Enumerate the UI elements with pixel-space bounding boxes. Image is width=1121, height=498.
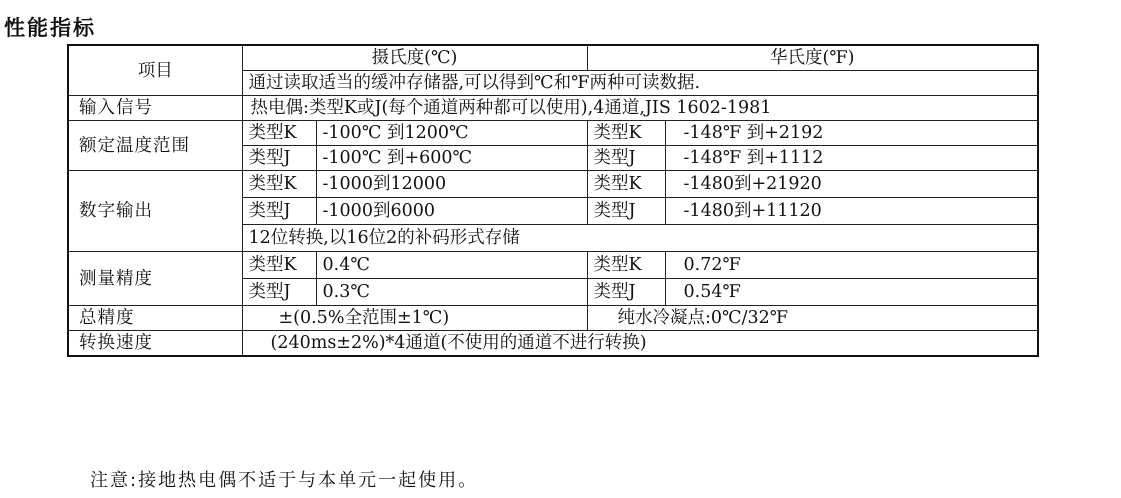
accuracy-f-type-k: 类型K	[587, 252, 665, 279]
rated-range-f-type-k: 类型K	[587, 121, 665, 146]
readable-note-cell: 通过读取适当的缓冲存储器,可以得到℃和℉两种可读数据.	[242, 71, 1038, 96]
table-row-total-accuracy	[68, 306, 1038, 331]
page-title: 性能指标	[4, 16, 96, 40]
digital-output-c-value-j: -1000到6000	[316, 198, 587, 225]
spec-table	[67, 44, 1039, 357]
digital-output-c-type-j: 类型J	[242, 198, 316, 225]
table-row-conversion-speed	[68, 331, 1038, 357]
total-accuracy-f-value: 纯水冷凝点:0℃/32℉	[587, 306, 1038, 331]
rated-range-label: 额定温度范围	[68, 121, 242, 171]
conversion-speed-label: 转换速度	[68, 331, 242, 357]
accuracy-f-value-k: 0.72℉	[665, 252, 1038, 279]
rated-range-c-value-k: -100℃ 到1200℃	[316, 121, 587, 146]
rated-range-f-type-j: 类型J	[587, 146, 665, 171]
digital-output-c-value-k: -1000到12000	[316, 171, 587, 198]
header-celsius-cell: 摄氏度(℃)	[242, 45, 587, 71]
accuracy-c-value-j: 0.3℃	[316, 279, 587, 306]
table-row-digital-output-k	[68, 171, 1038, 198]
accuracy-c-type-k: 类型K	[242, 252, 316, 279]
accuracy-f-value-j: 0.54℉	[665, 279, 1038, 306]
table-row-rated-range-k	[68, 121, 1038, 146]
rated-range-f-value-j: -148℉ 到+1112	[665, 146, 1038, 171]
rated-range-c-type-k: 类型K	[242, 121, 316, 146]
input-signal-value: 热电偶:类型K或J(每个通道两种都可以使用),4通道,JIS 1602-1981	[242, 96, 1038, 121]
table-row-input-signal	[68, 96, 1038, 121]
rated-range-f-value-k: -148℉ 到+2192	[665, 121, 1038, 146]
header-fahrenheit-cell: 华氏度(℉)	[587, 45, 1038, 71]
table-row-accuracy-k	[68, 252, 1038, 279]
digital-output-note: 12位转换,以16位2的补码形式存储	[242, 225, 1038, 252]
digital-output-f-type-j: 类型J	[587, 198, 665, 225]
footnote: 注意:接地热电偶不适于与本单元一起使用。	[90, 470, 479, 491]
digital-output-label: 数字输出	[68, 171, 242, 252]
total-accuracy-c-value: ±(0.5%全范围±1℃)	[242, 306, 587, 331]
rated-range-c-type-j: 类型J	[242, 146, 316, 171]
conversion-speed-value: (240ms±2%)*4通道(不使用的通道不进行转换)	[242, 331, 1038, 357]
digital-output-c-type-k: 类型K	[242, 171, 316, 198]
accuracy-c-value-k: 0.4℃	[316, 252, 587, 279]
header-item-cell: 项目	[68, 45, 242, 96]
digital-output-f-type-k: 类型K	[587, 171, 665, 198]
total-accuracy-label: 总精度	[68, 306, 242, 331]
accuracy-label: 测量精度	[68, 252, 242, 306]
input-signal-label: 输入信号	[68, 96, 242, 121]
accuracy-c-type-j: 类型J	[242, 279, 316, 306]
table-row-header	[68, 45, 1038, 71]
digital-output-f-value-j: -1480到+11120	[665, 198, 1038, 225]
accuracy-f-type-j: 类型J	[587, 279, 665, 306]
rated-range-c-value-j: -100℃ 到+600℃	[316, 146, 587, 171]
digital-output-f-value-k: -1480到+21920	[665, 171, 1038, 198]
